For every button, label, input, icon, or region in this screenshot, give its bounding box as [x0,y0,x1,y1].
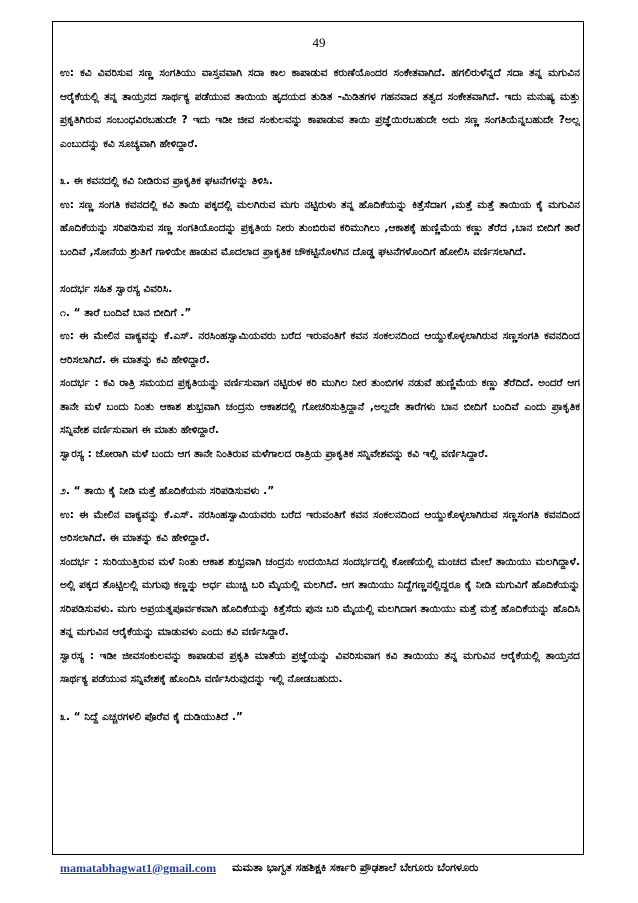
quote-heading: ೧. “ ತಾರೆ ಬಂದಿವೆ ಬಾನ ಬೀದಿಗೆ .” [60,306,192,319]
document-body [60,62,580,729]
answer-paragraph: ಉ: ಈ ಮೇಲಿನ ವಾಕ್ಯವನ್ನು ಕೆ.ಎಸ್. ನರಸಿಂಹಸ್ವಾಮಿಯವರು ಬರೆದ ಇರುವಂತಿಗೆ ಕವನ ಸಂಕಲನದಿಂದ ಆಯ್ದುಕೊಳ್ಳಲಾಗಿರುವ ಸಣ್ಣಸಂಗತಿ ಕವನದಿಂದ ಆರಿಸಲಾಗಿದೆ. ಈ ಮಾತನ್ನು ಕವಿ ಹೇಳಿದ್ದಾರೆ. [60,508,580,544]
question-heading: ೩. ಈ ಕವನದಲ್ಲಿ ಕವಿ ನೀಡಿರುವ ಪ್ರಾಕೃತಿಕ ಘಟನೆಗಳನ್ನು ತಿಳಿಸಿ. [60,175,273,187]
answer-paragraph: ಉ: ಕವಿ ವಿವರಿಸುವ ಸಣ್ಣ ಸಂಗತಿಯು ವಾಸ್ತವವಾಗಿ ಸದಾ ಕಾಲ ಕಾಪಾಡುವ ಕರುಣೆಯೊಂದರ ಸಂಕೇತವಾಗಿದೆ. ಹಗಲಿರುಳೆನ್ನದೆ ಸದಾ ತನ್ನ ಮಗುವಿನ ಆರೈಕೆಯಲ್ಲಿ ತನ್ನ ತಾಯ್ತನದ ಸಾರ್ಥಕ್ಯ ಪಡೆಯುವ ತಾಯಿಯ ಹೃದಯದ ತುಡಿತ -ಮಿಡಿತಗಳ ಗಹನವಾದ ತತ್ವದ ಸಂಕೇತವಾಗಿದೆ. ಇದು ಮನುಷ್ಯ ಮತ್ತು ಪ್ರಕೃತಿಗಿರುವ ಸಂಬಂಧವಿರಬಹುದೇ ? ಇದು ಇಡೀ ಜೀವ ಸಂಕುಲವನ್ನು ಕಾಪಾಡುವ ತಾಯಿ ಪ್ರಜ್ಞೆಯಿರಬಹುದೇ ಅದು ಸಣ್ಣ ಸಂಗತಿಯೆನ್ನಬಹುದೇ ?ಅಲ್ಲ ಎಂಬುದನ್ನು ಕವಿ ಸೂಚ್ಯವಾಗಿ ಹೇಳಿದ್ದಾರೆ. [60,67,580,150]
significance-paragraph: ಸ್ವಾರಸ್ಯ : ಜೋರಾಗಿ ಮಳೆ ಬಂದು ಆಗ ತಾನೇ ನಿಂತಿರುವ ಮಳೆಗಾಲದ ರಾತ್ರಿಯ ಪ್ರಾಕೃತಿಕ ಸನ್ನಿವೇಶವನ್ನು ಕವಿ ಇಲ್ಲಿ ವರ್ಣಿಸಿದ್ದಾರೆ. [60,447,489,460]
section-heading: ಸಂದರ್ಭ ಸಹಿತ ಸ್ವಾರಸ್ಯ ವಿವರಿಸಿ. [60,283,173,295]
footer-email-link[interactable]: mamatabhagwat1@gmail.com [60,860,217,875]
context-paragraph: ಸಂದರ್ಭ : ಕವಿ ರಾತ್ರಿ ಸಮಯದ ಪ್ರಕೃತಿಯನ್ನು ವರ್ಣಿಸುವಾಗ ನಟ್ಟಿರುಳ ಕರಿ ಮುಗಿಲ ನೀರ ತುಂಬಿಗಳ ನಡುವೆ ಹುಣ್ಣಿಮೆಯ ಕಣ್ಣು ತೆರೆದಿದೆ. ಅಂದರೆ ಆಗ ತಾನೇ ಮಳೆ ಬಂದು ನಿಂತು ಆಕಾಶ ಶುಭ್ರವಾಗಿ ಚಂದ್ರನು ಆಕಾಶದಲ್ಲಿ ಗೋಚರಿಸುತ್ತಿದ್ದಾನೆ ,ಅಲ್ಲದೇ ತಾರೆಗಳು ಬಾನ ಬೀದಿಗೆ ಬಂದಿವೆ ಎಂದು ಪ್ರಾಕೃತಿಕ ಸನ್ನಿವೇಶ ವರ್ಣಿಸುವಾಗ ಈ ಮಾತು ಹೇಳಿದ್ದಾರೆ. [60,377,580,436]
spacer [60,156,580,170]
footer-author-school: ಮಮತಾ ಭಾಗ್ವತ ಸಹಶಿಕ್ಷಕಿ ಸರ್ಕಾರಿ ಪ್ರೌಢಶಾಲೆ ಬೇಗೂರು ಬೆಂಗಳೂರು [232,861,479,874]
page-footer [60,856,580,880]
answer-paragraph: ಉ: ಈ ಮೇಲಿನ ವಾಕ್ಯವನ್ನು ಕೆ.ಎಸ್. ನರಸಿಂಹಸ್ವಾಮಿಯವರು ಬರೆದ ಇರುವಂತಿಗೆ ಕವನ ಸಂಕಲನದಿಂದ ಆಯ್ದುಕೊಳ್ಳಲಾಗಿರುವ ಸಣ್ಣಸಂಗತಿ ಕವನದಿಂದ ಆರಿಸಲಾಗಿದೆ. ಈ ಮಾತನ್ನು ಕವಿ ಹೇಳಿದ್ದಾರೆ. [60,330,580,366]
spacer [60,264,580,278]
quote-heading: ೩. “ ನಿದ್ದೆ ಎಚ್ಚರಗಳಲಿ ಪೊರೆವ ಕೈ ದುಡಿಯುತಿದೆ .” [60,710,243,723]
significance-paragraph: ಸ್ವಾರಸ್ಯ : ಇಡೀ ಜೀವಸಂಕುಲವನ್ನು ಕಾಪಾಡುವ ಪ್ರಕೃತಿ ಮಾತೆಯ ಪ್ರಜ್ಞೆಯನ್ನು ವಿವರಿಸುವಾಗ ಕವಿ ತಾಯಿಯು ತನ್ನ ಮಗುವಿನ ಆರೈಕೆಯಲ್ಲಿ ತಾಯ್ತನದ ಸಾರ್ಥಕ್ಯ ಪಡೆಯುವ ಸನ್ನಿವೇಶಕ್ಕೆ ಹೊಂದಿಸಿ ವರ್ಣಿಸಿರುವುದನ್ನು ಇಲ್ಲಿ ನೋಡಬಹುದು. [60,649,580,685]
quote-heading: ೨. “ ತಾಯಿ ಕೈ ನೀಡಿ ಮತ್ತೆ ಹೊದಿಕೆಯನು ಸರಿಪಡಿಸುವಳು .” [60,485,275,497]
page-number: 49 [312,35,326,50]
answer-paragraph: ಉ: ಸಣ್ಣ ಸಂಗತಿ ಕವನದಲ್ಲಿ ಕವಿ ತಾಯಿ ಪಕ್ಕದಲ್ಲಿ ಮಲಗಿರುವ ಮಗು ನಟ್ಟಿರುಳು ತನ್ನ ಹೊದಿಕೆಯನ್ನು ಕಿತ್ತೆಸೆದಾಗ ,ಮತ್ತೆ ಮತ್ತೆ ತಾಯಿಯ ಕೈ ಮಗುವಿನ ಹೊದಿಕೆಯನ್ನು ಸರಿಪಡಿಸುವ ಸಣ್ಣ ಸಂಗತಿಯೊಂದನ್ನು ಪ್ರಕೃತಿಯ ನೀರು ತುಂಬಿರುವ ಕರಿಮುಗಿಲು ,ಆಕಾಶಕ್ಕೆ ಹುಣ್ಣಿಮೆಯ ಕಣ್ಣು ತೆರೆದ ,ಬಾನ ಬೀದಿಗೆ ತಾರೆ ಬಂದಿವೆ ,ಸೋನೆಯ ಶ್ರುತಿಗೆ ಗಾಳಿಯೇ ಹಾಡುವ ಮೊದಲಾದ ಪ್ರಾಕೃತಿಕ ಚೌಕಟ್ಟಿನೊಳಗಿನ ದೊಡ್ಡ ಘಟನೆಗಳೊಂದಿಗೆ ಹೋಲಿಸಿ ವರ್ಣಿಸಲಾಗಿದೆ. [60,198,580,258]
context-paragraph: ಸಂದರ್ಭ : ಸುರಿಯುತ್ತಿರುವ ಮಳೆ ನಿಂತು ಆಕಾಶ ಶುಭ್ರವಾಗಿ ಚಂದ್ರನು ಉದಯಿಸಿದ ಸಂದರ್ಭದಲ್ಲಿ ಕೋಣೆಯಲ್ಲಿ ಮಂಚದ ಮೇಲೆ ತಾಯಿಯು ಮಲಗಿದ್ದಾಳೆ. ಅಲ್ಲಿ ಪಕ್ಕದ ತೊಟ್ಟಿಲಲ್ಲಿ ಮಗುವು ಕಣ್ಣನ್ನು ಅರ್ಧ ಮುಚ್ಚಿ ಬರಿ ಮೈಯಲ್ಲಿ ಮಲಗಿದೆ. ಆಗ ತಾಯಿಯು ನಿದ್ದೆಗಣ್ಣನಲ್ಲಿದ್ದರೂ ಕೈ ನೀಡಿ ಮಗುವಿಗೆ ಹೊದಿಕೆಯನ್ನು ಸರಿಪಡಿಸುವಳು. ಮಗು ಅಪ್ರಯತ್ನಪೂರ್ವಕವಾಗಿ ಹೊದಿಕೆಯನ್ನು ಕಿತ್ತೆಸೆದು ಪುನಃ ಬರಿ ಮೈಯಲ್ಲಿ ಮಲಗಿದಾಗ ತಾಯಿಯು ಮತ್ತೆ ಮತ್ತೆ ಹೊದಿಕೆಯನ್ನು ಹೊದಿಸಿ ತನ್ನ ಮಗುವಿನ ಆರೈಕೆಯನ್ನು ಮಾಡುವಳು ಎಂದು ಕವಿ ವರ್ಣಿಸಿದ್ದಾರೆ. [60,555,580,638]
spacer [60,692,580,706]
spacer [60,466,580,480]
